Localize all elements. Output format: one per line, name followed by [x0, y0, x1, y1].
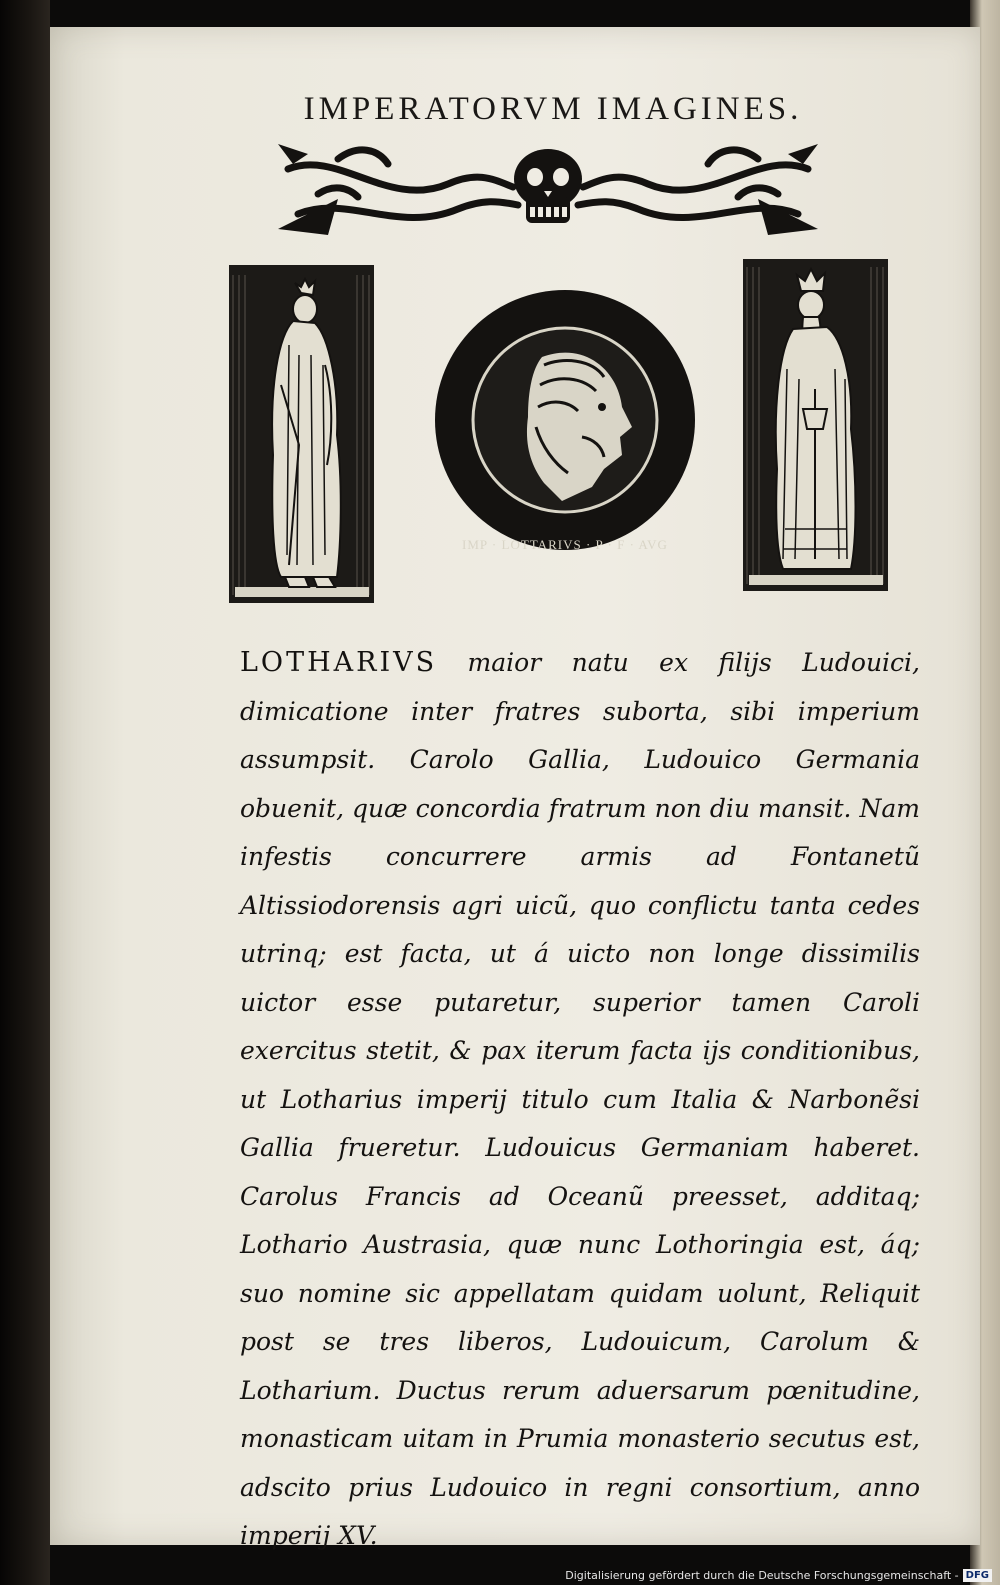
emperor-figure-left-icon — [229, 265, 374, 603]
book-page — [50, 27, 980, 1550]
medal-inscription: IMP · LOTTARIVS · P · F · AVG — [462, 537, 668, 552]
body-paragraph — [240, 639, 920, 1561]
credit-text: Digitalisierung gefördert durch die Deutsche Forschungsgemeinschaft - — [565, 1569, 959, 1582]
lead-word: LOTHARIVS — [240, 647, 438, 678]
book-spine — [0, 0, 50, 1585]
dfg-logo-icon: DFG — [963, 1569, 992, 1582]
digitization-credit — [565, 1569, 992, 1582]
coin-medallion-icon — [432, 287, 698, 553]
page-header: IMPERATORVM IMAGINES. — [303, 91, 803, 127]
skull-ornament-icon — [278, 139, 818, 235]
body-paragraph-text: maior natu ex filijs Ludouici, dimicatione inter fratres suborta, sibi imperium assumpsit. Carolo Gallia, Ludouico Germania obuenit, quæ concordia fratrum non diu mansit. Nam infestis concurrere armis ad Fontanetũ Altissiodorensis agri uicũ, quo conflictu tanta cedes utrinq; est facta, ut á uicto non longe dissimilis uictor esse putaretur, superior tamen Caroli exercitus stetit, & pax iterum facta ijs conditionibus, ut Lotharius imperij titulo cum Italia & Narbonẽsi Gallia frueretur. Ludouicus Germaniam haberet. Carolus Francis ad Oceanũ preesset, additaq; Lothario Austrasia, quæ nunc Lothoringia est, áq; suo nomine sic appellatam quidam uolunt, Reliquit post se tres liberos, Ludouicum, Carolum & Lotharium. Ductus rerum aduersarum pœnitudine, monasticam uitam in Prumia monasterio secutus est, adscito prius Ludouico in regni consortium, anno imperij XV. — [240, 648, 920, 1550]
emperor-figure-right-icon — [743, 259, 888, 591]
body-text — [240, 639, 920, 1561]
